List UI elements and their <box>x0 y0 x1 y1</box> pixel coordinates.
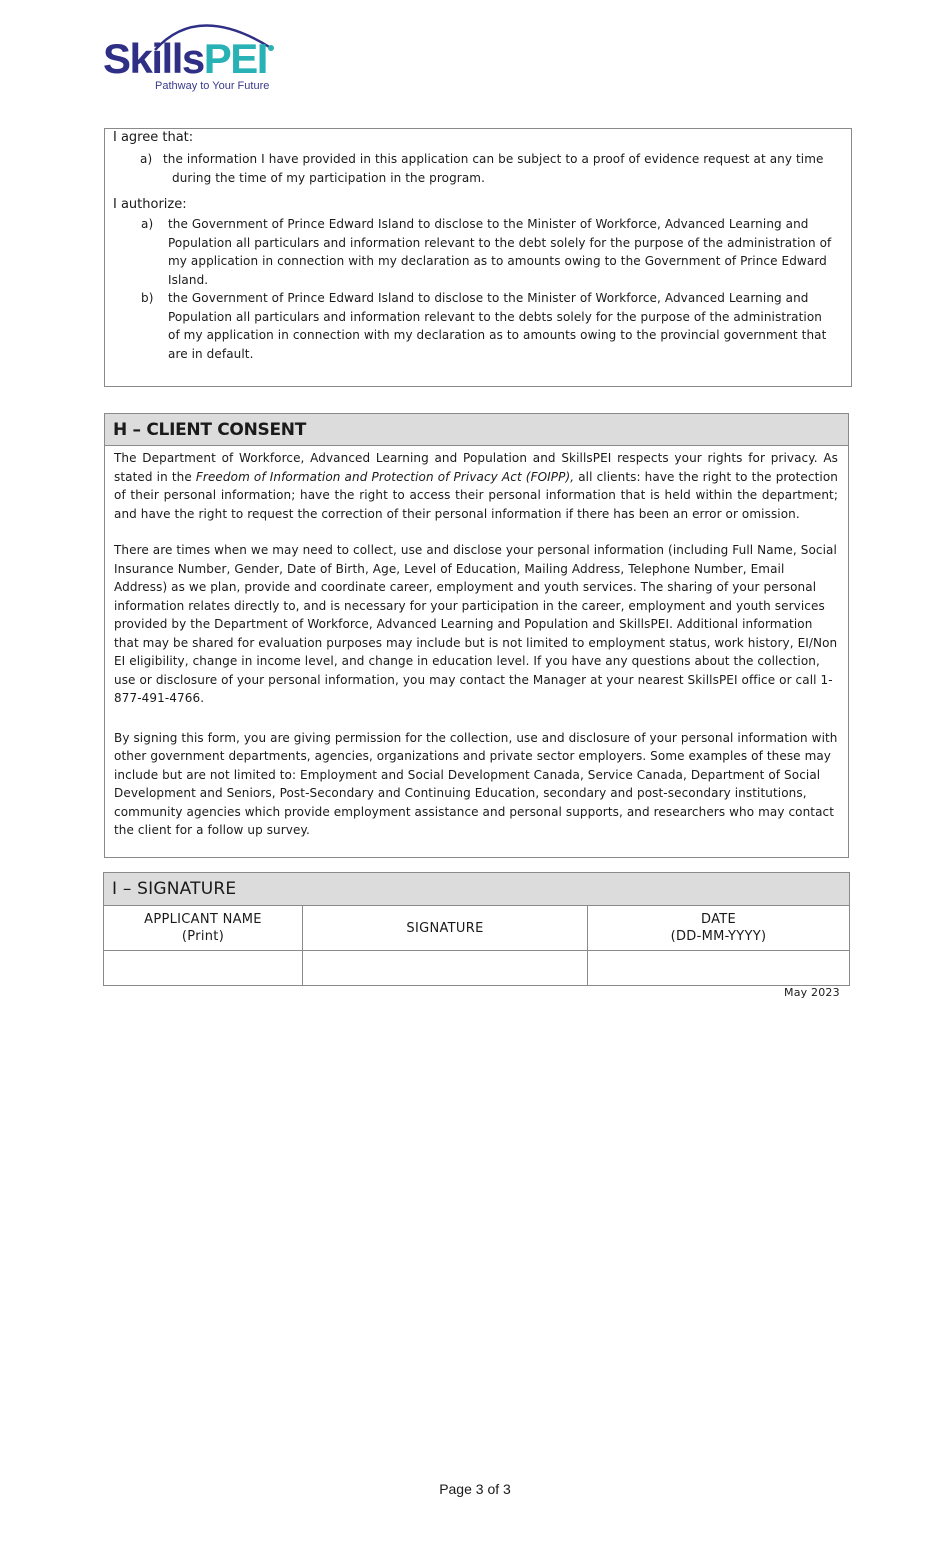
logo-pei: PEI <box>203 35 267 82</box>
consent-paragraph-rights <box>114 449 838 523</box>
logo-tagline: Pathway to Your Future <box>155 80 270 92</box>
list-item <box>113 215 837 289</box>
authorize-list <box>113 215 851 363</box>
list-marker: b) <box>141 291 154 305</box>
date-format: (DD-MM-YYYY) <box>670 929 767 944</box>
client-consent-section <box>104 413 849 858</box>
date-label: DATE <box>700 912 737 927</box>
list-marker: a) <box>140 152 153 166</box>
list-text: the Government of Prince Edward Island to disclose to the Minister of Workforce, Advanced Learning and Population all particulars and information relevant to the debt solely for the purpose of the administration of my application in connection with my declaration as to amounts owing to the Government of Prince Edward Island. <box>168 217 832 287</box>
list-marker: a) <box>141 217 154 231</box>
list-item <box>113 150 851 187</box>
date-field[interactable] <box>588 951 850 986</box>
list-text: the Government of Prince Edward Island to disclose to the Minister of Workforce, Advanced Learning and Population all particulars and information relevant to the debts solely for the purpose of the administration of my application in connection with my declaration as to amounts owing to the provincial government that are in default. <box>168 291 827 361</box>
authorize-heading: I authorize: <box>113 197 187 212</box>
consent-paragraph-permission: By signing this form, you are giving permission for the collection, use and disclosure of your personal information with other government departments, agencies, organizations and private sector employers. Some examples of these may include but are not limited to: Employment and Social Development Canada, Service Canada, Department of Social Development and Seniors, Post-Secondary and Continuing Education, secondary and post-secondary institutions, community agencies which provide employment assistance and personal supports, and researchers who may contact the client for a follow up survey. <box>114 730 838 837</box>
consent-p1-end: all clients: have the right to the protection of their personal information; have the right to access their personal information that is held within the department; and have the right to request the correction of their personal information if there has been an error or omission. <box>114 469 838 521</box>
list-text: the information I have provided in this application can be subject to a proof of evidence request at any time during the time of my participation in the program. <box>163 152 824 185</box>
section-title: H – CLIENT CONSENT <box>105 414 848 446</box>
logo-skills: Skills <box>103 35 204 82</box>
list-item <box>113 289 837 363</box>
consent-body <box>105 446 848 840</box>
signature-section <box>103 872 850 986</box>
skillspei-logo <box>103 10 283 95</box>
signature-header: SIGNATURE <box>303 906 588 951</box>
agree-heading: I agree that: <box>113 130 194 145</box>
applicant-name-header <box>104 906 303 951</box>
foipp-act-name: Freedom of Information and Protection of Privacy Act (FOIPP), <box>195 469 575 484</box>
date-header <box>588 906 850 951</box>
revision-date: May 2023 <box>784 986 840 999</box>
consent-paragraph-collection: There are times when we may need to collect, use and disclose your personal information (including Full Name, Social Insurance Number, Gender, Date of Birth, Age, Level of Education, Mailing Address, Telephone Number, Email Address) as we plan, provide and coordinate career, employment and youth services. The sharing of your personal information relates directly to, and is necessary for your participation in the career, employment and youth services provided by the Department of Workforce, Advanced Learning and Population and SkillsPEI. Additional information that may be shared for evaluation purposes may include but is not limited to employment status, work history, EI/Non EI eligibility, change in income level, and change in education level. If you have any questions about the collection, use or disclosure of your personal information, you may contact the Manager at your nearest SkillsPEI office or call 1-877-491-4766. <box>114 543 838 705</box>
agree-list <box>113 150 851 187</box>
applicant-name-sublabel: (Print) <box>181 929 225 944</box>
signature-field[interactable] <box>303 951 588 986</box>
agreement-section <box>104 128 852 387</box>
consent-p1-start: The Department of Workforce, Advanced Learning and Population and SkillsPEI respects your rights for privacy. As stated in the <box>114 451 838 484</box>
applicant-name-label: APPLICANT NAME <box>144 912 262 927</box>
section-title: I – SIGNATURE <box>104 873 850 906</box>
page-number: Page 3 of 3 <box>439 1481 511 1497</box>
applicant-name-field[interactable] <box>104 951 303 986</box>
logo-wordmark <box>103 35 267 82</box>
